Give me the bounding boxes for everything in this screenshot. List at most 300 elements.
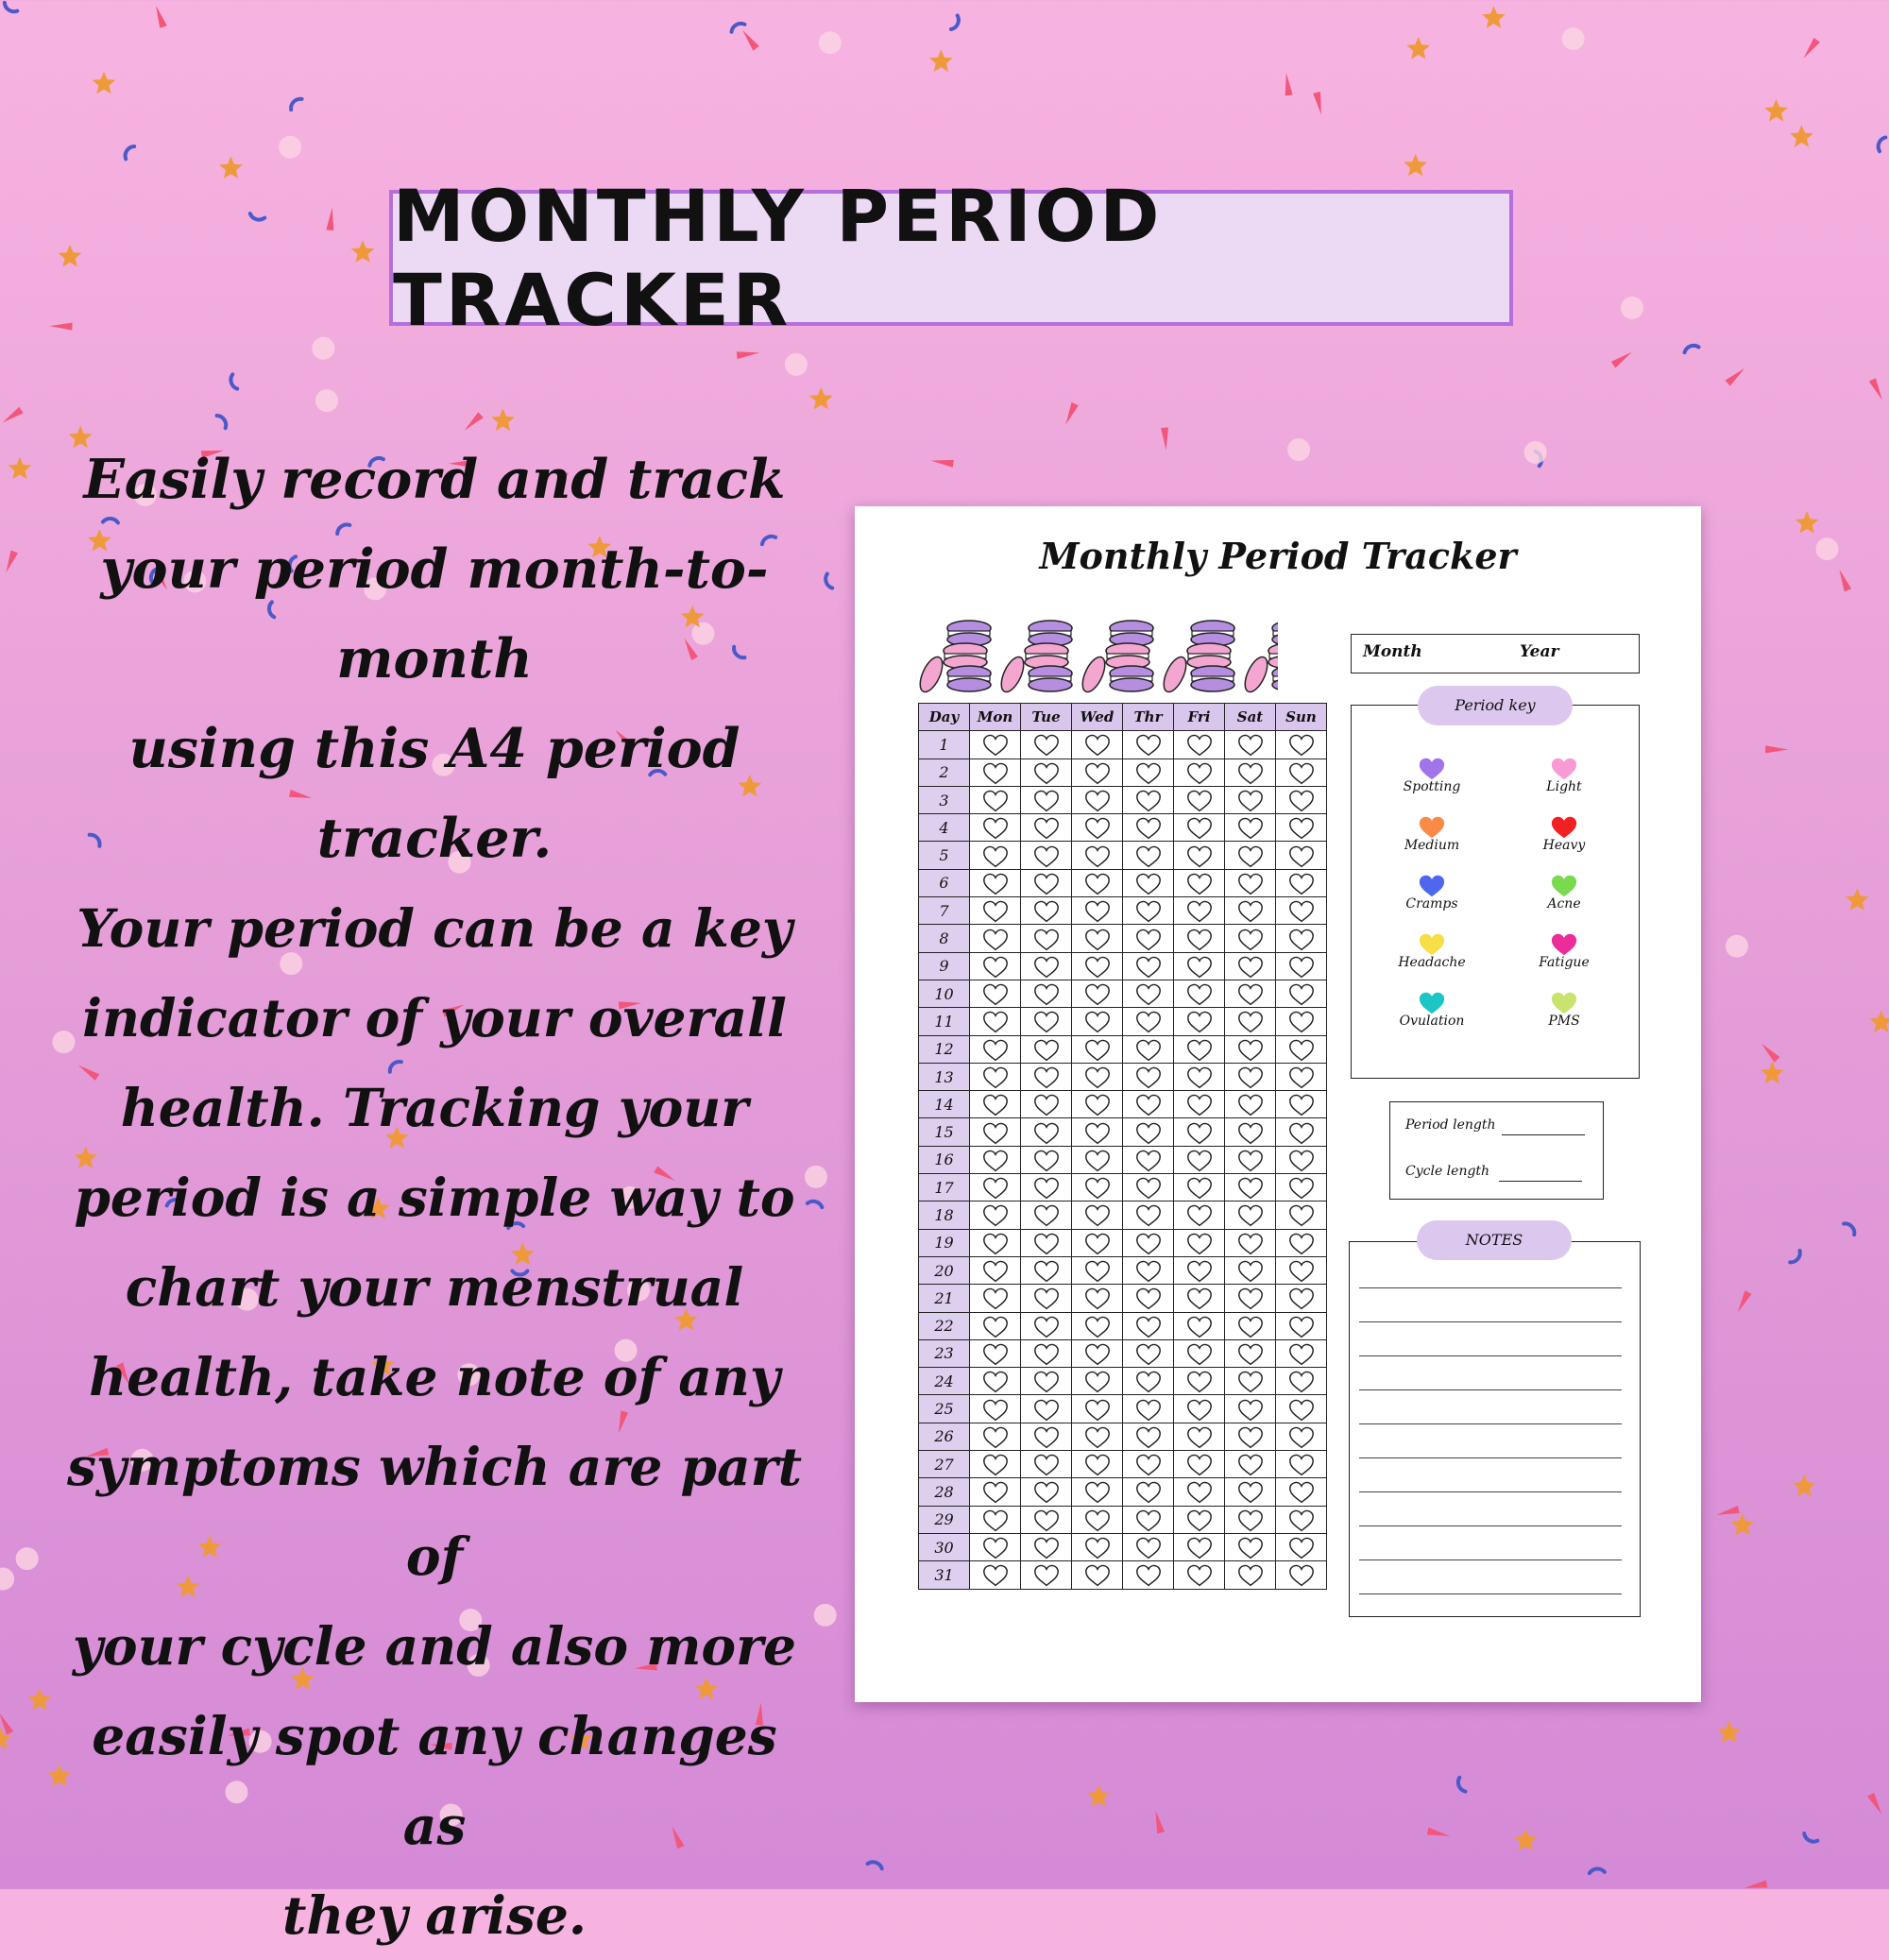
heart-cell[interactable] bbox=[970, 869, 1021, 896]
heart-cell[interactable] bbox=[1276, 1451, 1327, 1478]
day-row bbox=[919, 731, 1327, 758]
heart-cell[interactable] bbox=[1276, 952, 1327, 980]
heart-cell[interactable] bbox=[970, 1174, 1021, 1202]
heart-cell[interactable] bbox=[1225, 1395, 1276, 1423]
heart-cell[interactable] bbox=[1123, 925, 1174, 952]
heart-cell[interactable] bbox=[970, 1146, 1021, 1173]
confetti-star bbox=[28, 1688, 52, 1711]
heart-cell[interactable] bbox=[1276, 786, 1327, 813]
heart-icon bbox=[1134, 844, 1163, 868]
heart-icon bbox=[1032, 732, 1061, 757]
heart-cell[interactable] bbox=[1021, 869, 1072, 896]
heart-cell[interactable] bbox=[970, 1533, 1021, 1560]
heart-icon bbox=[1549, 813, 1579, 840]
heart-cell[interactable] bbox=[1174, 1063, 1225, 1090]
heart-cell[interactable] bbox=[1276, 1008, 1327, 1035]
heart-cell[interactable] bbox=[1021, 1146, 1072, 1173]
heart-cell[interactable] bbox=[1174, 980, 1225, 1007]
heart-cell[interactable] bbox=[970, 1478, 1021, 1506]
heart-cell[interactable] bbox=[970, 814, 1021, 842]
heart-cell[interactable] bbox=[1276, 842, 1327, 869]
heart-cell[interactable] bbox=[1072, 897, 1123, 925]
heart-cell[interactable] bbox=[1072, 1506, 1123, 1533]
heart-cell[interactable] bbox=[1225, 897, 1276, 925]
heart-cell[interactable] bbox=[1174, 1202, 1225, 1229]
heart-cell[interactable] bbox=[1021, 1035, 1072, 1063]
heart-cell[interactable] bbox=[1072, 925, 1123, 952]
heart-cell[interactable] bbox=[1123, 1202, 1174, 1229]
heart-cell[interactable] bbox=[1174, 1423, 1225, 1450]
day-number: 31 bbox=[919, 1561, 970, 1589]
heart-cell[interactable] bbox=[1276, 1285, 1327, 1312]
heart-icon bbox=[1236, 1175, 1265, 1200]
heart-cell[interactable] bbox=[1276, 1339, 1327, 1367]
heart-cell[interactable] bbox=[1021, 1478, 1072, 1506]
heart-cell[interactable] bbox=[1276, 1533, 1327, 1560]
heart-cell[interactable] bbox=[1174, 1229, 1225, 1256]
heart-icon bbox=[1236, 1314, 1265, 1338]
heart-cell[interactable] bbox=[1072, 1451, 1123, 1478]
heart-cell[interactable] bbox=[1123, 869, 1174, 896]
heart-cell[interactable] bbox=[1225, 1451, 1276, 1478]
note-line bbox=[1359, 1287, 1622, 1288]
heart-cell[interactable] bbox=[1123, 1063, 1174, 1090]
note-line bbox=[1359, 1457, 1622, 1458]
key-label: Acne bbox=[1547, 896, 1581, 912]
heart-icon bbox=[1185, 1037, 1214, 1062]
heart-cell[interactable] bbox=[1276, 1506, 1327, 1533]
heart-icon bbox=[1083, 732, 1112, 757]
heart-cell[interactable] bbox=[970, 1561, 1021, 1589]
period-length-field[interactable] bbox=[1502, 1134, 1585, 1135]
heart-icon bbox=[1134, 1065, 1163, 1089]
confetti-star bbox=[1869, 1011, 1889, 1033]
heart-cell[interactable] bbox=[1021, 1561, 1072, 1589]
heart-icon bbox=[981, 1009, 1010, 1033]
heart-cell[interactable] bbox=[1072, 1312, 1123, 1339]
day-row bbox=[919, 1202, 1327, 1229]
heart-icon bbox=[1185, 760, 1214, 785]
cycle-length-field[interactable] bbox=[1499, 1181, 1582, 1182]
heart-cell[interactable] bbox=[1276, 1035, 1327, 1063]
heart-cell[interactable] bbox=[1225, 1035, 1276, 1063]
heart-cell[interactable] bbox=[1174, 952, 1225, 980]
heart-cell[interactable] bbox=[1021, 1256, 1072, 1284]
heart-cell[interactable] bbox=[1225, 1339, 1276, 1367]
intro-line: using this A4 period bbox=[128, 717, 740, 780]
confetti-triangle bbox=[1283, 73, 1293, 96]
heart-cell[interactable] bbox=[1072, 1146, 1123, 1173]
heart-cell[interactable] bbox=[1021, 1368, 1072, 1395]
heart-cell[interactable] bbox=[1174, 1533, 1225, 1560]
heart-cell[interactable] bbox=[1174, 1339, 1225, 1367]
heart-cell[interactable] bbox=[1072, 1423, 1123, 1450]
heart-cell[interactable] bbox=[1225, 1423, 1276, 1450]
heart-icon bbox=[1032, 1562, 1061, 1587]
heart-cell[interactable] bbox=[1123, 980, 1174, 1007]
heart-cell[interactable] bbox=[1174, 1561, 1225, 1589]
heart-icon bbox=[981, 1562, 1010, 1587]
heart-icon bbox=[1185, 871, 1214, 895]
heart-cell[interactable] bbox=[970, 758, 1021, 786]
heart-cell[interactable] bbox=[1225, 1174, 1276, 1202]
heart-cell[interactable] bbox=[1123, 1035, 1174, 1063]
title-banner bbox=[389, 174, 1513, 342]
heart-cell[interactable] bbox=[970, 1256, 1021, 1284]
heart-cell[interactable] bbox=[1174, 1091, 1225, 1118]
heart-cell[interactable] bbox=[970, 1063, 1021, 1090]
confetti-arc bbox=[1456, 1778, 1466, 1793]
heart-cell[interactable] bbox=[970, 1506, 1021, 1533]
heart-cell[interactable] bbox=[1174, 1478, 1225, 1506]
confetti-arc bbox=[229, 374, 237, 389]
heart-cell[interactable] bbox=[1225, 1091, 1276, 1118]
heart-cell[interactable] bbox=[1072, 1091, 1123, 1118]
heart-cell[interactable] bbox=[1225, 1368, 1276, 1395]
heart-icon bbox=[1287, 788, 1316, 812]
heart-cell[interactable] bbox=[1174, 758, 1225, 786]
heart-icon bbox=[981, 815, 1010, 840]
heart-cell[interactable] bbox=[1123, 1478, 1174, 1506]
heart-icon bbox=[1236, 1397, 1265, 1422]
heart-icon bbox=[1287, 1258, 1316, 1283]
heart-cell[interactable] bbox=[970, 952, 1021, 980]
month-year-field[interactable] bbox=[1351, 634, 1640, 673]
heart-cell[interactable] bbox=[1174, 1256, 1225, 1284]
confetti-triangle bbox=[1152, 1810, 1165, 1833]
heart-cell[interactable] bbox=[1123, 842, 1174, 869]
heart-cell[interactable] bbox=[970, 731, 1021, 758]
heart-cell[interactable] bbox=[1072, 758, 1123, 786]
heart-cell[interactable] bbox=[1276, 1256, 1327, 1284]
heart-cell[interactable] bbox=[1123, 1091, 1174, 1118]
heart-cell[interactable] bbox=[1174, 1285, 1225, 1312]
heart-icon bbox=[1287, 1341, 1316, 1366]
heart-icon bbox=[1134, 1341, 1163, 1366]
heart-cell[interactable] bbox=[1072, 842, 1123, 869]
heart-cell[interactable] bbox=[970, 1339, 1021, 1367]
heart-icon bbox=[1032, 1092, 1061, 1116]
heart-cell[interactable] bbox=[1225, 1118, 1276, 1146]
heart-icon bbox=[1083, 1369, 1112, 1393]
heart-cell[interactable] bbox=[1021, 1533, 1072, 1560]
heart-cell[interactable] bbox=[970, 897, 1021, 925]
heart-cell[interactable] bbox=[1174, 897, 1225, 925]
heart-icon bbox=[1236, 788, 1265, 812]
heart-cell[interactable] bbox=[1123, 1395, 1174, 1423]
confetti-star bbox=[1406, 37, 1430, 60]
heart-cell[interactable] bbox=[1174, 842, 1225, 869]
heart-icon bbox=[1134, 1175, 1163, 1200]
heart-cell[interactable] bbox=[1072, 1395, 1123, 1423]
heart-cell[interactable] bbox=[1123, 1506, 1174, 1533]
confetti-triangle bbox=[152, 4, 167, 27]
heart-cell[interactable] bbox=[1225, 980, 1276, 1007]
heart-cell[interactable] bbox=[1123, 1256, 1174, 1284]
heart-cell[interactable] bbox=[1225, 1533, 1276, 1560]
heart-icon bbox=[1032, 927, 1061, 951]
heart-cell[interactable] bbox=[1021, 1423, 1072, 1450]
heart-cell[interactable] bbox=[1021, 1285, 1072, 1312]
heart-cell[interactable] bbox=[970, 1395, 1021, 1423]
heart-cell[interactable] bbox=[1072, 1202, 1123, 1229]
heart-cell[interactable] bbox=[1021, 897, 1072, 925]
heart-cell[interactable] bbox=[1072, 1118, 1123, 1146]
heart-cell[interactable] bbox=[1021, 842, 1072, 869]
heart-cell[interactable] bbox=[970, 1202, 1021, 1229]
heart-cell[interactable] bbox=[1276, 1423, 1327, 1450]
heart-icon bbox=[981, 927, 1010, 951]
heart-cell[interactable] bbox=[1174, 1451, 1225, 1478]
heart-cell[interactable] bbox=[1021, 814, 1072, 842]
heart-cell[interactable] bbox=[1021, 731, 1072, 758]
heart-cell[interactable] bbox=[1276, 1395, 1327, 1423]
heart-cell[interactable] bbox=[1123, 1451, 1174, 1478]
heart-cell[interactable] bbox=[1123, 1561, 1174, 1589]
day-row bbox=[919, 1008, 1327, 1035]
key-item bbox=[1380, 872, 1484, 912]
heart-icon bbox=[981, 1092, 1010, 1116]
heart-cell[interactable] bbox=[1072, 1256, 1123, 1284]
heart-cell[interactable] bbox=[970, 1008, 1021, 1035]
heart-cell[interactable] bbox=[1225, 1506, 1276, 1533]
heart-cell[interactable] bbox=[1123, 1008, 1174, 1035]
heart-cell[interactable] bbox=[1276, 1561, 1327, 1589]
heart-cell[interactable] bbox=[1276, 814, 1327, 842]
heart-cell[interactable] bbox=[1276, 1091, 1327, 1118]
heart-cell[interactable] bbox=[1225, 1008, 1276, 1035]
notes-box[interactable] bbox=[1349, 1241, 1641, 1617]
heart-cell[interactable] bbox=[1123, 814, 1174, 842]
heart-cell[interactable] bbox=[970, 1035, 1021, 1063]
heart-cell[interactable] bbox=[1072, 980, 1123, 1007]
heart-icon bbox=[1032, 1397, 1061, 1422]
column-header: Day bbox=[919, 704, 970, 731]
heart-cell[interactable] bbox=[1072, 1533, 1123, 1560]
heart-cell[interactable] bbox=[1072, 731, 1123, 758]
day-number: 17 bbox=[919, 1174, 970, 1202]
heart-cell[interactable] bbox=[1021, 1118, 1072, 1146]
heart-cell[interactable] bbox=[1021, 1312, 1072, 1339]
heart-cell[interactable] bbox=[970, 1091, 1021, 1118]
heart-cell[interactable] bbox=[1021, 980, 1072, 1007]
heart-cell[interactable] bbox=[1123, 1312, 1174, 1339]
heart-cell[interactable] bbox=[1174, 925, 1225, 952]
heart-cell[interactable] bbox=[970, 1285, 1021, 1312]
heart-cell[interactable] bbox=[1174, 731, 1225, 758]
heart-cell[interactable] bbox=[1225, 1202, 1276, 1229]
heart-cell[interactable] bbox=[1021, 1008, 1072, 1035]
heart-cell[interactable] bbox=[1276, 980, 1327, 1007]
heart-cell[interactable] bbox=[1072, 1008, 1123, 1035]
heart-cell[interactable] bbox=[970, 786, 1021, 813]
heart-cell[interactable] bbox=[1174, 786, 1225, 813]
heart-cell[interactable] bbox=[1021, 1506, 1072, 1533]
heart-cell[interactable] bbox=[1174, 869, 1225, 896]
day-number: 10 bbox=[919, 980, 970, 1007]
heart-cell[interactable] bbox=[1123, 952, 1174, 980]
heart-icon bbox=[1083, 1535, 1112, 1559]
heart-cell[interactable] bbox=[1225, 1229, 1276, 1256]
confetti-arc bbox=[868, 1860, 883, 1868]
heart-icon bbox=[1185, 788, 1214, 812]
heart-cell[interactable] bbox=[1225, 925, 1276, 952]
heart-cell[interactable] bbox=[1174, 1035, 1225, 1063]
heart-cell[interactable] bbox=[1225, 1478, 1276, 1506]
heart-cell[interactable] bbox=[1276, 925, 1327, 952]
heart-cell[interactable] bbox=[970, 1423, 1021, 1450]
period-key-box bbox=[1351, 705, 1640, 1079]
intro-line: Easily record and track bbox=[83, 448, 786, 511]
heart-cell[interactable] bbox=[1225, 1146, 1276, 1173]
heart-cell[interactable] bbox=[1021, 1339, 1072, 1367]
day-number: 2 bbox=[919, 758, 970, 786]
heart-cell[interactable] bbox=[1123, 786, 1174, 813]
heart-cell[interactable] bbox=[1021, 1229, 1072, 1256]
heart-icon bbox=[1083, 1202, 1112, 1227]
heart-cell[interactable] bbox=[1123, 1174, 1174, 1202]
heart-cell[interactable] bbox=[1021, 952, 1072, 980]
heart-cell[interactable] bbox=[1072, 952, 1123, 980]
heart-cell[interactable] bbox=[1276, 1174, 1327, 1202]
intro-paragraph-2 bbox=[66, 883, 803, 1960]
heart-cell[interactable] bbox=[1174, 1312, 1225, 1339]
heart-cell[interactable] bbox=[1174, 814, 1225, 842]
heart-cell[interactable] bbox=[1276, 1478, 1327, 1506]
heart-cell[interactable] bbox=[1276, 1202, 1327, 1229]
heart-cell[interactable] bbox=[1021, 1091, 1072, 1118]
heart-icon bbox=[1185, 1562, 1214, 1587]
heart-cell[interactable] bbox=[1123, 1118, 1174, 1146]
heart-cell[interactable] bbox=[1021, 1451, 1072, 1478]
heart-cell[interactable] bbox=[1072, 1174, 1123, 1202]
heart-cell[interactable] bbox=[1225, 1312, 1276, 1339]
heart-icon bbox=[1083, 1175, 1112, 1200]
heart-cell[interactable] bbox=[1021, 925, 1072, 952]
heart-cell[interactable] bbox=[1225, 786, 1276, 813]
heart-icon bbox=[1236, 1562, 1265, 1587]
heart-cell[interactable] bbox=[1072, 1561, 1123, 1589]
heart-icon bbox=[1236, 1009, 1265, 1033]
heart-cell[interactable] bbox=[1174, 1008, 1225, 1035]
heart-cell[interactable] bbox=[1021, 786, 1072, 813]
heart-cell[interactable] bbox=[1276, 731, 1327, 758]
heart-cell[interactable] bbox=[1123, 758, 1174, 786]
heart-cell[interactable] bbox=[1021, 1202, 1072, 1229]
note-line bbox=[1359, 1491, 1622, 1492]
heart-cell[interactable] bbox=[1276, 869, 1327, 896]
confetti-star bbox=[1795, 511, 1819, 534]
heart-cell[interactable] bbox=[1123, 1285, 1174, 1312]
heart-cell[interactable] bbox=[1123, 1146, 1174, 1173]
heart-cell[interactable] bbox=[1123, 897, 1174, 925]
heart-icon bbox=[1134, 1397, 1163, 1422]
heart-cell[interactable] bbox=[1072, 1285, 1123, 1312]
heart-cell[interactable] bbox=[1225, 842, 1276, 869]
heart-cell[interactable] bbox=[1174, 1368, 1225, 1395]
heart-cell[interactable] bbox=[1276, 1229, 1327, 1256]
heart-cell[interactable] bbox=[970, 1368, 1021, 1395]
confetti-triangle bbox=[1765, 745, 1788, 753]
heart-cell[interactable] bbox=[1276, 1118, 1327, 1146]
heart-cell[interactable] bbox=[1021, 1063, 1072, 1090]
heart-cell[interactable] bbox=[1276, 758, 1327, 786]
heart-cell[interactable] bbox=[1276, 1146, 1327, 1173]
heart-cell[interactable] bbox=[1174, 1395, 1225, 1423]
heart-cell[interactable] bbox=[1072, 786, 1123, 813]
heart-icon bbox=[1083, 1508, 1112, 1532]
heart-cell[interactable] bbox=[1225, 869, 1276, 896]
heart-cell[interactable] bbox=[1225, 814, 1276, 842]
heart-cell[interactable] bbox=[1225, 731, 1276, 758]
intro-paragraph-1 bbox=[66, 435, 803, 883]
heart-cell[interactable] bbox=[1072, 1339, 1123, 1367]
grid-header-row bbox=[919, 704, 1327, 731]
heart-cell[interactable] bbox=[1174, 1506, 1225, 1533]
heart-cell[interactable] bbox=[1021, 1174, 1072, 1202]
heart-cell[interactable] bbox=[970, 1229, 1021, 1256]
heart-cell[interactable] bbox=[1072, 1035, 1123, 1063]
heart-cell[interactable] bbox=[1021, 758, 1072, 786]
heart-cell[interactable] bbox=[1174, 1118, 1225, 1146]
heart-cell[interactable] bbox=[1225, 1256, 1276, 1284]
heart-cell[interactable] bbox=[1072, 1063, 1123, 1090]
heart-cell[interactable] bbox=[1021, 1395, 1072, 1423]
heart-cell[interactable] bbox=[970, 842, 1021, 869]
heart-cell[interactable] bbox=[1276, 897, 1327, 925]
heart-cell[interactable] bbox=[1276, 1312, 1327, 1339]
heart-cell[interactable] bbox=[1072, 1478, 1123, 1506]
heart-cell[interactable] bbox=[1225, 952, 1276, 980]
heart-cell[interactable] bbox=[970, 925, 1021, 952]
heart-icon bbox=[1185, 1009, 1214, 1033]
heart-icon bbox=[981, 1258, 1010, 1283]
heart-cell[interactable] bbox=[1225, 1285, 1276, 1312]
heart-cell[interactable] bbox=[970, 1451, 1021, 1478]
heart-cell[interactable] bbox=[1123, 1229, 1174, 1256]
heart-cell[interactable] bbox=[1174, 1146, 1225, 1173]
heart-cell[interactable] bbox=[1276, 1063, 1327, 1090]
heart-icon bbox=[981, 1397, 1010, 1422]
heart-cell[interactable] bbox=[1123, 731, 1174, 758]
heart-cell[interactable] bbox=[970, 1312, 1021, 1339]
heart-icon bbox=[1083, 1286, 1112, 1310]
intro-line: chart your menstrual bbox=[125, 1256, 744, 1318]
heart-cell[interactable] bbox=[1225, 1063, 1276, 1090]
heart-cell[interactable] bbox=[1123, 1423, 1174, 1450]
heart-cell[interactable] bbox=[1123, 1339, 1174, 1367]
heart-cell[interactable] bbox=[1225, 1561, 1276, 1589]
key-label: Headache bbox=[1398, 955, 1466, 970]
heart-cell[interactable] bbox=[970, 1118, 1021, 1146]
macaron-top bbox=[1191, 621, 1234, 646]
heart-cell[interactable] bbox=[1072, 869, 1123, 896]
heart-cell[interactable] bbox=[1072, 1368, 1123, 1395]
heart-cell[interactable] bbox=[1072, 814, 1123, 842]
heart-cell[interactable] bbox=[1225, 758, 1276, 786]
heart-cell[interactable] bbox=[1123, 1533, 1174, 1560]
heart-icon bbox=[1185, 1258, 1214, 1283]
heart-cell[interactable] bbox=[1276, 1368, 1327, 1395]
heart-icon bbox=[1083, 927, 1112, 951]
heart-cell[interactable] bbox=[1174, 1174, 1225, 1202]
heart-cell[interactable] bbox=[970, 980, 1021, 1007]
confetti-dot bbox=[0, 1568, 14, 1591]
heart-cell[interactable] bbox=[1123, 1368, 1174, 1395]
day-number: 7 bbox=[919, 897, 970, 925]
heart-cell[interactable] bbox=[1072, 1229, 1123, 1256]
heart-icon bbox=[1287, 1562, 1316, 1587]
